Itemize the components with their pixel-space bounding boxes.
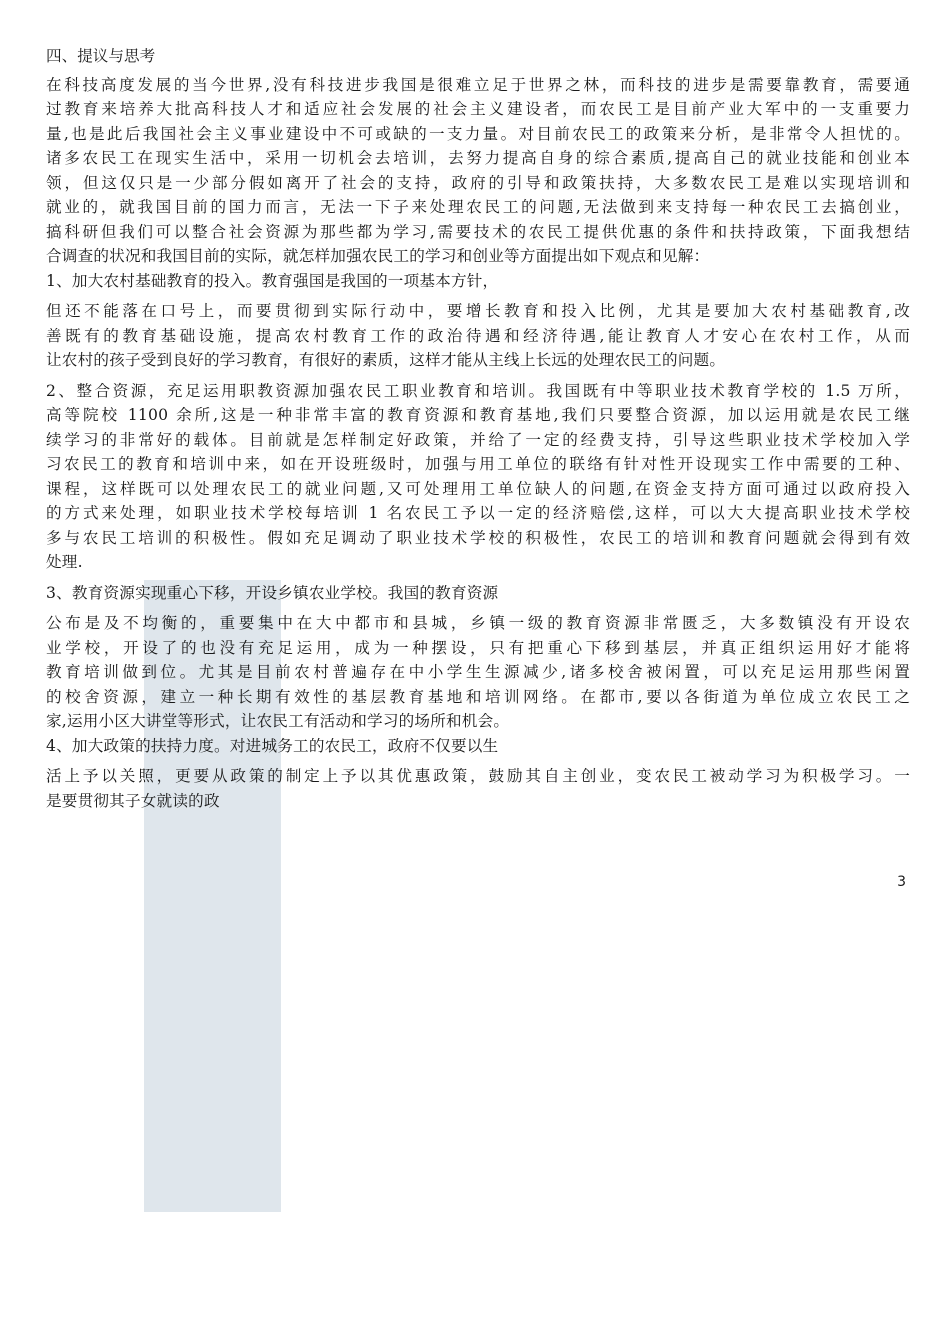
document-body — [46, 44, 910, 813]
point-heading: 3、教育资源实现重心下移，开设乡镇农业学校。我国的教育资源 — [46, 583, 499, 602]
text-line: 家,运用小区大讲堂等形式，让农民工有活动和学习的场所和机会。 — [46, 712, 510, 730]
text-line: 的校舍资源，建立一种长期有效性的基层教育基地和培训网络。在都市,要以各街道为单位成立农民工之 — [46, 687, 910, 706]
text-line: 是要贯彻其子女就读的政 — [46, 791, 220, 810]
text-line: 教育培训做到位。尤其是目前农村普遍存在中小学生生源减少,诸多校舍被闲置，可以充足运用那些闲置 — [46, 663, 910, 681]
text-line: 公布是及不均衡的，重要集中在大中都市和县城，乡镇一级的教育资源非常匮乏，大多数镇没有开设农 — [46, 614, 910, 632]
point-heading: 4、加大政策的扶持力度。对进城务工的农民工，政府不仅要以生 — [46, 736, 499, 755]
point-heading: 2、整合资源，充足运用职教资源加强农民工职业教育和培训。我国既有中等职业技术教育学校的 1.5 万所， — [46, 381, 910, 400]
text-line: 习农民工的教育和培训中来，如在开设班级时，加强与用工单位的联络有针对性开设现实工作中需要的工种、 — [46, 455, 910, 473]
point-1-paragraph — [46, 269, 910, 373]
text-line: 量,也是此后我国社会主义事业建设中不可或缺的一支力量。对目前农民工的政策来分析，是非常令人担忧的。 — [46, 124, 910, 143]
text-line: 活上予以关照，更要从政策的制定上予以其优惠政策，鼓励其自主创业，变农民工被动学习为积极学习。一 — [46, 767, 910, 785]
text-line: 业学校，开设了的也没有充足运用，成为一种摆设，只有把重心下移到基层，并真正组织运用好才能将 — [46, 638, 910, 657]
text-line: 善既有的教育基础设施，提高农村教育工作的政治待遇和经济待遇,能让教育人才安心在农村工作，从而 — [46, 326, 910, 345]
text-line: 让农村的孩子受到良好的学习教育，有很好的素质，这样才能从主线上长远的处理农民工的问题。 — [46, 351, 726, 369]
text-line: 诸多农民工在现实生活中，采用一切机会去培训，去努力提高自身的综合素质,提高自己的就业技能和创业本 — [46, 149, 910, 167]
point-heading: 1、加大农村基础教育的投入。教育强国是我国的一项基本方针， — [46, 271, 499, 290]
text-line: 多与农民工培训的积极性。假如充足调动了职业技术学校的积极性，农民工的培训和教育问题就会得到有效 — [46, 528, 910, 547]
text-line: 的方式来处理，如职业技术学校每培训 1 名农民工予以一定的经济赔偿,这样，可以大大提高职业技术学校 — [46, 504, 910, 522]
text-line: 合调查的状况和我国目前的实际，就怎样加强农民工的学习和创业等方面提出如下观点和见解： — [46, 247, 710, 265]
text-line: 领，但这仅只是一少部分假如离开了社会的支持，政府的引导和政策扶持，大多数农民工是难以实现培训和 — [46, 173, 910, 192]
text-line: 高等院校 1100 余所,这是一种非常丰富的教育资源和教育基地,我们只要整合资源，加以运用就是农民工继 — [46, 406, 910, 424]
point-2-paragraph — [46, 379, 910, 575]
text-line: 过教育来培养大批高科技人才和适应社会发展的社会主义建设者，而农民工是目前产业大军中的一支重要力 — [46, 100, 910, 118]
page-number: 3 — [897, 874, 906, 890]
text-line: 就业的，就我国目前的国力而言，无法一下子来处理农民工的问题,无法做到来支持每一种农民工去搞创业， — [46, 198, 910, 216]
point-3-paragraph — [46, 581, 910, 734]
intro-paragraph — [46, 73, 910, 269]
text-line: 但还不能落在口号上，而要贯彻到实际行动中，要增长教育和投入比例，尤其是要加大农村基础教育,改 — [46, 302, 910, 320]
text-line: 续学习的非常好的载体。目前就是怎样制定好政策，并给了一定的经费支持，引导这些职业技术学校加入学 — [46, 430, 910, 449]
point-4-paragraph — [46, 734, 910, 814]
section-heading: 四、提议与思考 — [46, 47, 156, 65]
text-line: 搞科研但我们可以整合社会资源为那些都为学习,需要技术的农民工提供优惠的条件和扶持政策，下面我想结 — [46, 222, 910, 241]
text-line: 处理. — [46, 553, 83, 571]
text-line: 课程，这样既可以处理农民工的就业问题,又可处理用工单位缺人的问题,在资金支持方面可通过以政府投入 — [46, 479, 910, 498]
text-line: 在科技高度发展的当今世界,没有科技进步我国是很难立足于世界之林，而科技的进步是需要靠教育，需要通 — [46, 75, 910, 94]
